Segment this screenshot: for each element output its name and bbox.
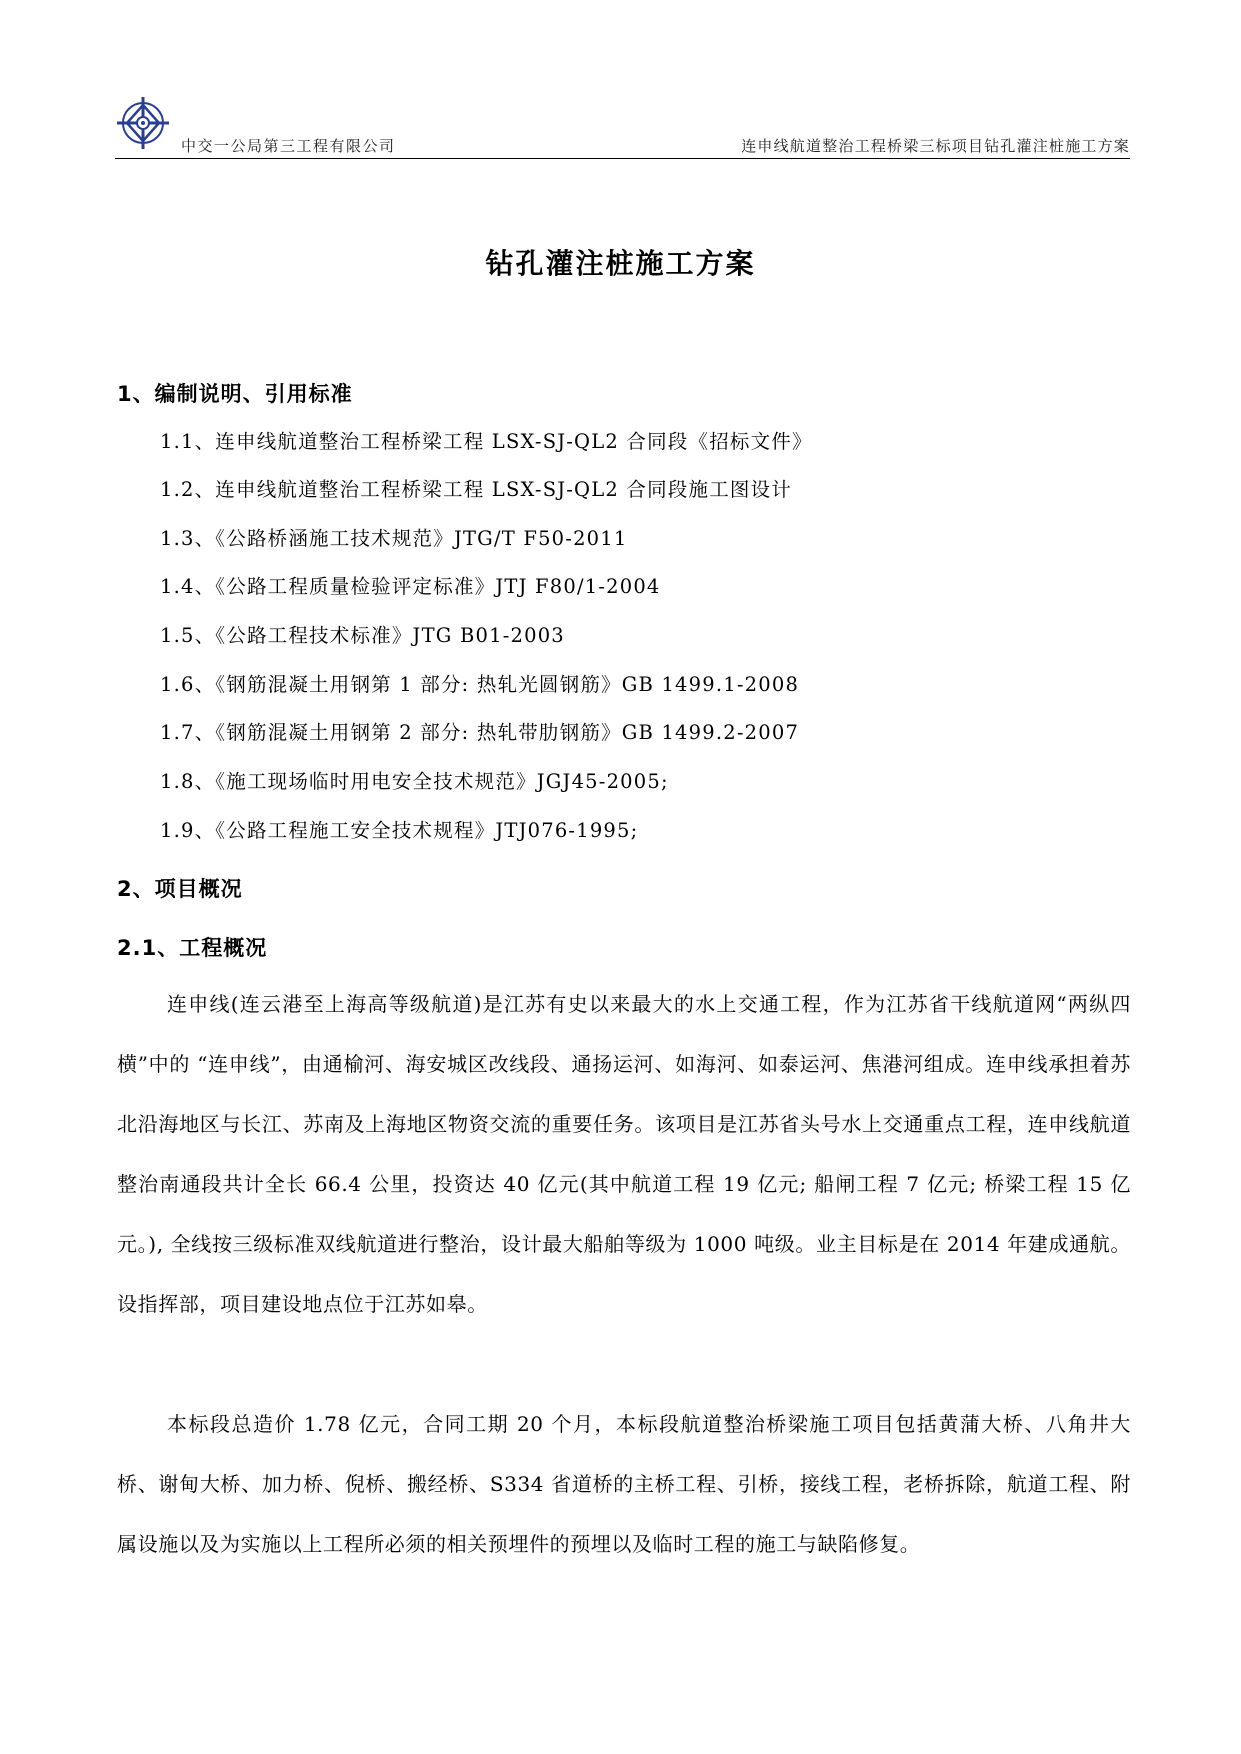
body-paragraph: 本标段总造价 1.78 亿元，合同工期 20 个月，本标段航道整治桥梁施工项目包括黄蒲大桥、八角井大桥、谢甸大桥、加力桥、倪桥、搬经桥、S334 省道桥的主桥工程、引桥，接线工程，老桥拆除，航道工程、附属设施以及为实施以上工程所必须的相关预埋件的预埋以及临时工程的施工与缺陷修复。 xyxy=(117,1412,1131,1556)
reference-item: 1.5、《公路工程技术标准》JTG B01-2003 xyxy=(160,624,565,647)
page-title: 钻孔灌注桩施工方案 xyxy=(485,247,756,280)
company-name: 中交一公局第三工程有限公司 xyxy=(181,137,396,155)
section-heading-2: 2、项目概况 xyxy=(117,877,243,901)
reference-item: 1.8、《施工现场临时用电安全技术规范》JGJ45-2005; xyxy=(160,770,669,793)
header-divider xyxy=(115,158,1130,159)
reference-item: 1.6、《钢筋混凝土用钢第 1 部分: 热轧光圆钢筋》GB 1499.1-2008 xyxy=(160,673,800,696)
reference-item: 1.1、连申线航道整治工程桥梁工程 LSX-SJ-QL2 合同段《招标文件》 xyxy=(160,430,813,453)
header-document-title: 连申线航道整治工程桥梁三标项目钻孔灌注桩施工方案 xyxy=(741,137,1130,155)
page-header xyxy=(115,95,1130,159)
reference-item: 1.2、连申线航道整治工程桥梁工程 LSX-SJ-QL2 合同段施工图设计 xyxy=(160,478,792,501)
reference-item: 1.7、《钢筋混凝土用钢第 2 部分: 热轧带肋钢筋》GB 1499.2-2007 xyxy=(160,721,800,744)
subsection-heading: 2.1、工程概况 xyxy=(117,936,268,960)
section-heading-1: 1、编制说明、引用标准 xyxy=(117,382,353,406)
reference-item: 1.3、《公路桥涵施工技术规范》JTG/T F50-2011 xyxy=(160,527,628,550)
reference-item: 1.4、《公路工程质量检验评定标准》JTJ F80/1-2004 xyxy=(160,575,661,598)
company-logo-icon xyxy=(115,95,171,151)
body-paragraph: 连申线(连云港至上海高等级航道)是江苏有史以来最大的水上交通工程，作为江苏省干线航道网“两纵四横”中的 “连申线”，由通榆河、海安城区改线段、通扬运河、如海河、如泰运河、焦港河组成。连申线承担着苏北沿海地区与长江、苏南及上海地区物资交流的重要任务。该项目是江苏省头号水上交通重点工程，连申线航道整治南通段共计全长 66.4 公里，投资达 40 亿元(其中航道工程 19 亿元; 船闸工程 7 亿元; 桥梁工程 15 亿元。), 全线按三级标准双线航道进行整治，设计最大船舶等级为 1000 吨级。业主目标是在 2014 年建成通航。设指挥部，项目建设地点位于江苏如皋。 xyxy=(117,992,1131,1316)
reference-item: 1.9、《公路工程施工安全技术规程》JTJ076-1995; xyxy=(160,819,639,842)
